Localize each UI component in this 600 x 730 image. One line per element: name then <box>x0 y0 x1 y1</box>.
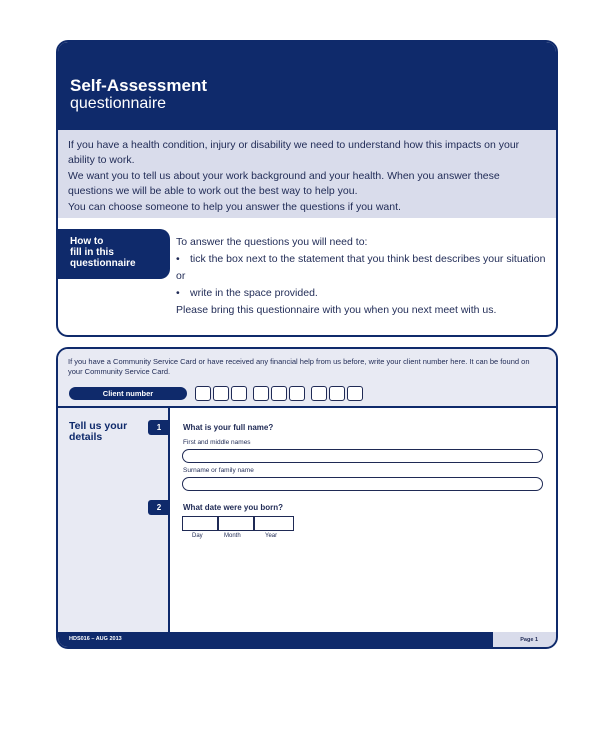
section-title-line-1: Tell us your <box>69 420 128 432</box>
howto-tab <box>58 229 170 279</box>
surname-label: Surname or family name <box>183 467 254 474</box>
client-digit-box[interactable] <box>231 386 247 401</box>
dob-year-label: Year <box>265 533 278 539</box>
surname-input[interactable] <box>182 477 543 491</box>
dob-year-input[interactable] <box>254 516 294 531</box>
dob-day-label: Day <box>192 533 203 539</box>
client-digit-box[interactable] <box>289 386 305 401</box>
client-digit-box[interactable] <box>347 386 363 401</box>
form-code: HDS016 – AUG 2013 <box>69 636 122 642</box>
intro-card <box>56 40 558 337</box>
client-digit-box[interactable] <box>195 386 211 401</box>
section-sidebar <box>58 408 170 632</box>
howto-instructions <box>176 235 556 320</box>
howto-tab-line-3: questionnaire <box>70 258 136 269</box>
client-digit-box[interactable] <box>311 386 327 401</box>
page-title: Self-Assessment <box>70 76 208 95</box>
client-number-notice: If you have a Community Service Card or have received any financial help from us before, write your client number here. It can be found on your Community Service Card. <box>68 357 530 376</box>
question-2-number: 2 <box>148 500 170 515</box>
dob-month-input[interactable] <box>218 516 254 531</box>
intro-section <box>58 130 556 218</box>
dob-day-input[interactable] <box>182 516 218 531</box>
dob-month-label: Month <box>224 533 241 539</box>
first-names-input[interactable] <box>182 449 543 463</box>
howto-tab-line-2: fill in this <box>70 247 114 258</box>
howto-lead: To answer the questions you will need to: <box>176 236 368 248</box>
client-number-label: Client number <box>69 387 187 400</box>
intro-paragraph-1: If you have a health condition, injury or disability we need to understand how this impacts on your ability to work. <box>68 139 520 166</box>
page-number: Page 1 <box>493 632 556 649</box>
first-names-label: First and middle names <box>183 439 251 446</box>
howto-tab-line-1: How to <box>70 236 104 247</box>
howto-bullet-2: • write in the space provided. <box>176 286 556 301</box>
question-1-number: 1 <box>148 420 170 435</box>
howto-bullet-1: • tick the box next to the statement that you think best describes your situation <box>176 252 556 267</box>
intro-paragraph-2: We want you to tell us about your work background and your health. When you answer these questions we will be able to work out the best way to help you. <box>68 170 500 197</box>
client-digit-box[interactable] <box>271 386 287 401</box>
form-card <box>56 347 558 649</box>
client-digit-box[interactable] <box>213 386 229 401</box>
client-number-boxes <box>195 386 365 401</box>
question-1-text: What is your full name? <box>183 423 274 432</box>
page-footer <box>58 632 556 649</box>
intro-paragraph-3: You can choose someone to help you answer the questions if you want. <box>68 201 401 213</box>
client-number-section <box>58 349 556 408</box>
page-subtitle: questionnaire <box>70 95 167 112</box>
howto-closing: Please bring this questionnaire with you when you next meet with us. <box>176 304 497 316</box>
dob-inputs <box>182 516 294 531</box>
client-digit-box[interactable] <box>329 386 345 401</box>
howto-or: or <box>176 270 186 282</box>
section-title-line-2: details <box>69 431 103 443</box>
question-2-text: What date were you born? <box>183 503 284 512</box>
header-banner <box>58 42 556 130</box>
client-digit-box[interactable] <box>253 386 269 401</box>
section-title <box>69 421 127 443</box>
